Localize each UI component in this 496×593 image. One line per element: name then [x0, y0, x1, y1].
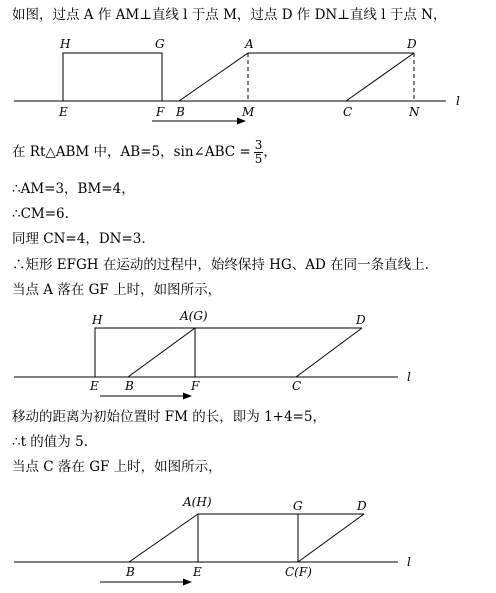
fig1-label-N: N [409, 105, 420, 119]
fig2-rect-EFGH [95, 328, 195, 377]
fig3-label-D: D [357, 499, 367, 513]
fig1-segment-AB [179, 53, 248, 101]
text-line-2-post: ， [263, 144, 277, 160]
fig2-label-l: l [407, 370, 411, 384]
fig2-label-H: H [92, 313, 103, 327]
text-line-6: ∴矩形 EFGH 在运动的过程中，始终保持 HG、AD 在同一条直线上. [12, 257, 429, 273]
fraction-numerator: 3 [254, 138, 263, 152]
fig1-label-B: B [176, 105, 185, 119]
fig3-label-C-F: C(F) [285, 565, 312, 579]
fraction-3-5 [254, 139, 264, 166]
fig2-label-F: F [191, 379, 200, 393]
fig1-label-D: D [407, 37, 417, 51]
figure-2 [0, 300, 496, 410]
fig3-label-G: G [293, 499, 303, 513]
figure-3 [0, 478, 496, 593]
text-line-9: ∴t 的值为 5. [12, 434, 88, 450]
fig2-label-D: D [356, 313, 366, 327]
text-line-2 [12, 137, 277, 167]
fig2-arrow-head [183, 393, 192, 400]
fig1-label-A: A [245, 37, 254, 51]
fig1-label-C: C [343, 105, 353, 119]
fig1-label-M: M [242, 105, 255, 119]
text-line-8: 移动的距离为初始位置时 FM 的长，即为 1+4=5， [12, 409, 326, 425]
text-line-7: 当点 A 落在 GF 上时，如图所示， [12, 282, 222, 298]
text-line-10: 当点 C 落在 GF 上时，如图所示， [12, 459, 222, 475]
fig1-label-G: G [155, 37, 165, 51]
fig2-label-A-G: A(G) [180, 309, 208, 323]
text-line-4: ∴CM=6. [12, 206, 69, 222]
fig3-label-A-H: A(H) [183, 495, 212, 509]
fig1-segment-DC [346, 53, 414, 101]
text-line-5: 同理 CN=4，DN=3. [12, 231, 146, 247]
fig3-segment-DC [298, 514, 364, 562]
fig1-label-F: F [156, 105, 165, 119]
text-line-1: 如图，过点 A 作 AM⊥直线 l 于点 M，过点 D 作 DN⊥直线 l 于点 N， [12, 7, 447, 23]
fig2-segment-AB [128, 328, 195, 377]
fig3-label-l: l [407, 555, 411, 569]
text-line-3: ∴AM=3，BM=4， [12, 181, 135, 197]
fig2-segment-DC [296, 328, 362, 377]
fig2-label-C: C [292, 379, 302, 393]
fig1-label-E: E [59, 105, 68, 119]
fig1-label-H: H [60, 37, 71, 51]
fig2-label-E: E [90, 379, 99, 393]
fig3-label-E: E [193, 565, 202, 579]
fig1-rect-EFGH [63, 53, 162, 101]
fig1-label-l: l [456, 94, 460, 108]
fig2-label-B: B [125, 379, 134, 393]
fig3-segment-AB [129, 514, 198, 562]
fraction-denominator: 5 [254, 152, 263, 166]
fig3-arrow-head [183, 579, 192, 586]
fig3-label-B: B [126, 565, 135, 579]
text-line-2-pre: 在 Rt△ABM 中，AB=5，sin∠ABC = [12, 144, 251, 160]
